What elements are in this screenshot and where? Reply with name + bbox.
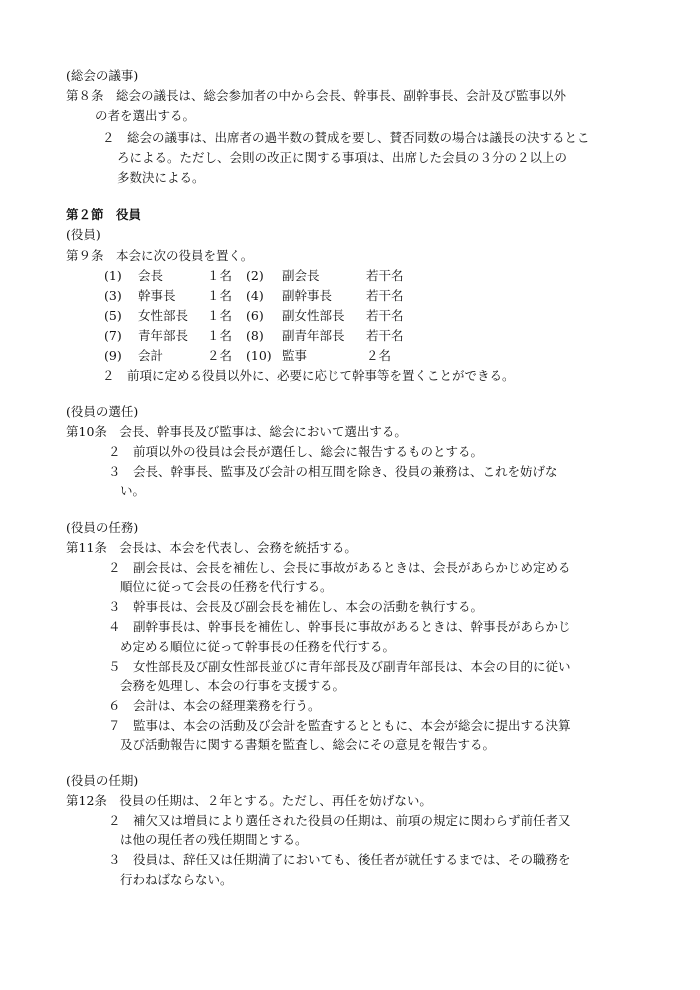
officer-row bbox=[0, 266, 700, 285]
officer-count: 若干名 bbox=[366, 268, 404, 283]
article-11-paragraph-2: ２ 副会長は、会長を補佐し、会長に事故があるときは、会長があらかじめ定める bbox=[108, 560, 571, 575]
officer-number: (7) bbox=[104, 328, 122, 343]
article-10-paragraph-3: ３ 会長、幹事長、監事及び会計の相互間を除き、役員の兼務は、これを妨げな bbox=[108, 464, 558, 479]
article-12-paragraph-1: 第12条 役員の任期は、２年とする。ただし、再任を妨げない。 bbox=[66, 793, 432, 808]
officer-count: １名 bbox=[207, 268, 233, 283]
officer-count: 若干名 bbox=[366, 328, 404, 343]
article-8-paragraph-2: ２ 総会の議事は、出席者の過半数の賛成を要し、賛否同数の場合は議長の決するとこ bbox=[102, 130, 590, 145]
officer-role: 副女性部長 bbox=[282, 308, 345, 323]
officer-number: (3) bbox=[104, 288, 122, 303]
article-11-paragraph-6: ６ 会計は、本会の経理業務を行う。 bbox=[108, 698, 321, 713]
officer-role: 会長 bbox=[138, 268, 164, 283]
article-caption: (総会の議事) bbox=[66, 68, 139, 83]
officer-role: 青年部長 bbox=[138, 328, 189, 343]
article-8-paragraph-2-cont: 多数決による。 bbox=[117, 170, 205, 185]
article-9-paragraph-2: ２ 前項に定める役員以外に、必要に応じて幹事等を置くことができる。 bbox=[102, 368, 515, 383]
officer-number: (1) bbox=[104, 268, 122, 283]
officer-role: 副青年部長 bbox=[282, 328, 345, 343]
article-11-paragraph-4-cont: め定める順位に従って幹事長の任務を代行する。 bbox=[120, 639, 396, 654]
officer-row bbox=[0, 346, 700, 365]
officer-number: (2) bbox=[246, 268, 264, 283]
article-8-paragraph-1: 第８条 総会の議長は、総会参加者の中から会長、幹事長、副幹事長、会計及び監事以外 bbox=[66, 88, 567, 103]
article-caption: (役員の任期) bbox=[66, 773, 139, 788]
officer-number: (4) bbox=[246, 288, 264, 303]
officer-row bbox=[0, 306, 700, 325]
article-11-paragraph-1: 第11条 会長は、本会を代表し、会務を統括する。 bbox=[66, 540, 357, 555]
officer-role: 副会長 bbox=[282, 268, 320, 283]
officer-number: (10) bbox=[246, 348, 272, 363]
officer-count: 若干名 bbox=[366, 288, 404, 303]
article-9-paragraph-1: 第９条 本会に次の役員を置く。 bbox=[66, 248, 254, 263]
article-caption: (役員の選任) bbox=[66, 404, 139, 419]
article-11-paragraph-7: ７ 監事は、本会の活動及び会計を監査するとともに、本会が総会に提出する決算 bbox=[108, 718, 571, 733]
article-10-paragraph-1: 第10条 会長、幹事長及び監事は、総会において選出する。 bbox=[66, 424, 407, 439]
article-12-paragraph-3: ３ 役員は、辞任又は任期満了においても、後任者が就任するまでは、その職務を bbox=[108, 852, 571, 867]
section-heading: 第２節 役員 bbox=[66, 207, 142, 222]
article-11-paragraph-3: ３ 幹事長は、会長及び副会長を補佐し、本会の活動を執行する。 bbox=[108, 599, 484, 614]
officer-count: １名 bbox=[207, 308, 233, 323]
article-12-paragraph-2: ２ 補欠又は増員により選任された役員の任期は、前項の規定に関わらず前任者又 bbox=[108, 813, 571, 828]
officer-number: (9) bbox=[104, 348, 122, 363]
article-8-paragraph-2-cont: ろによる。ただし、会則の改正に関する事項は、出席した会員の３分の２以上の bbox=[117, 150, 568, 165]
article-11-paragraph-5-cont: 会務を処理し、本会の行事を支援する。 bbox=[120, 678, 346, 693]
officer-row bbox=[0, 286, 700, 305]
article-10-paragraph-3-cont: い。 bbox=[120, 483, 146, 498]
officer-number: (5) bbox=[104, 308, 122, 323]
officer-count: １名 bbox=[207, 328, 233, 343]
officer-count: １名 bbox=[207, 288, 233, 303]
article-11-paragraph-4: ４ 副幹事長は、幹事長を補佐し、幹事長に事故があるときは、幹事長があらかじ bbox=[108, 619, 571, 634]
officer-count: 若干名 bbox=[366, 308, 404, 323]
officer-count: ２名 bbox=[366, 348, 392, 363]
officer-count: ２名 bbox=[207, 348, 233, 363]
officer-role: 監事 bbox=[282, 348, 308, 363]
article-12-paragraph-2-cont: は他の現任者の残任期間とする。 bbox=[120, 832, 308, 847]
article-12-paragraph-3-cont: 行わねばならない。 bbox=[120, 872, 233, 887]
officer-role: 幹事長 bbox=[138, 288, 176, 303]
officer-role: 会計 bbox=[138, 348, 164, 363]
article-caption: (役員) bbox=[66, 227, 101, 242]
article-10-paragraph-2: ２ 前項以外の役員は会長が選任し、総会に報告するものとする。 bbox=[108, 444, 484, 459]
article-caption: (役員の任務) bbox=[66, 520, 139, 535]
article-11-paragraph-2-cont: 順位に従って会長の任務を代行する。 bbox=[120, 579, 333, 594]
article-8-paragraph-1-cont: の者を選出する。 bbox=[95, 108, 196, 123]
article-11-paragraph-7-cont: 及び活動報告に関する書類を監査し、総会にその意見を報告する。 bbox=[120, 737, 496, 752]
officer-role: 女性部長 bbox=[138, 308, 189, 323]
officer-role: 副幹事長 bbox=[282, 288, 333, 303]
officer-number: (6) bbox=[246, 308, 264, 323]
officer-row bbox=[0, 326, 700, 345]
article-11-paragraph-5: ５ 女性部長及び副女性部長並びに青年部長及び副青年部長は、本会の目的に従い bbox=[108, 659, 571, 674]
officer-number: (8) bbox=[246, 328, 264, 343]
